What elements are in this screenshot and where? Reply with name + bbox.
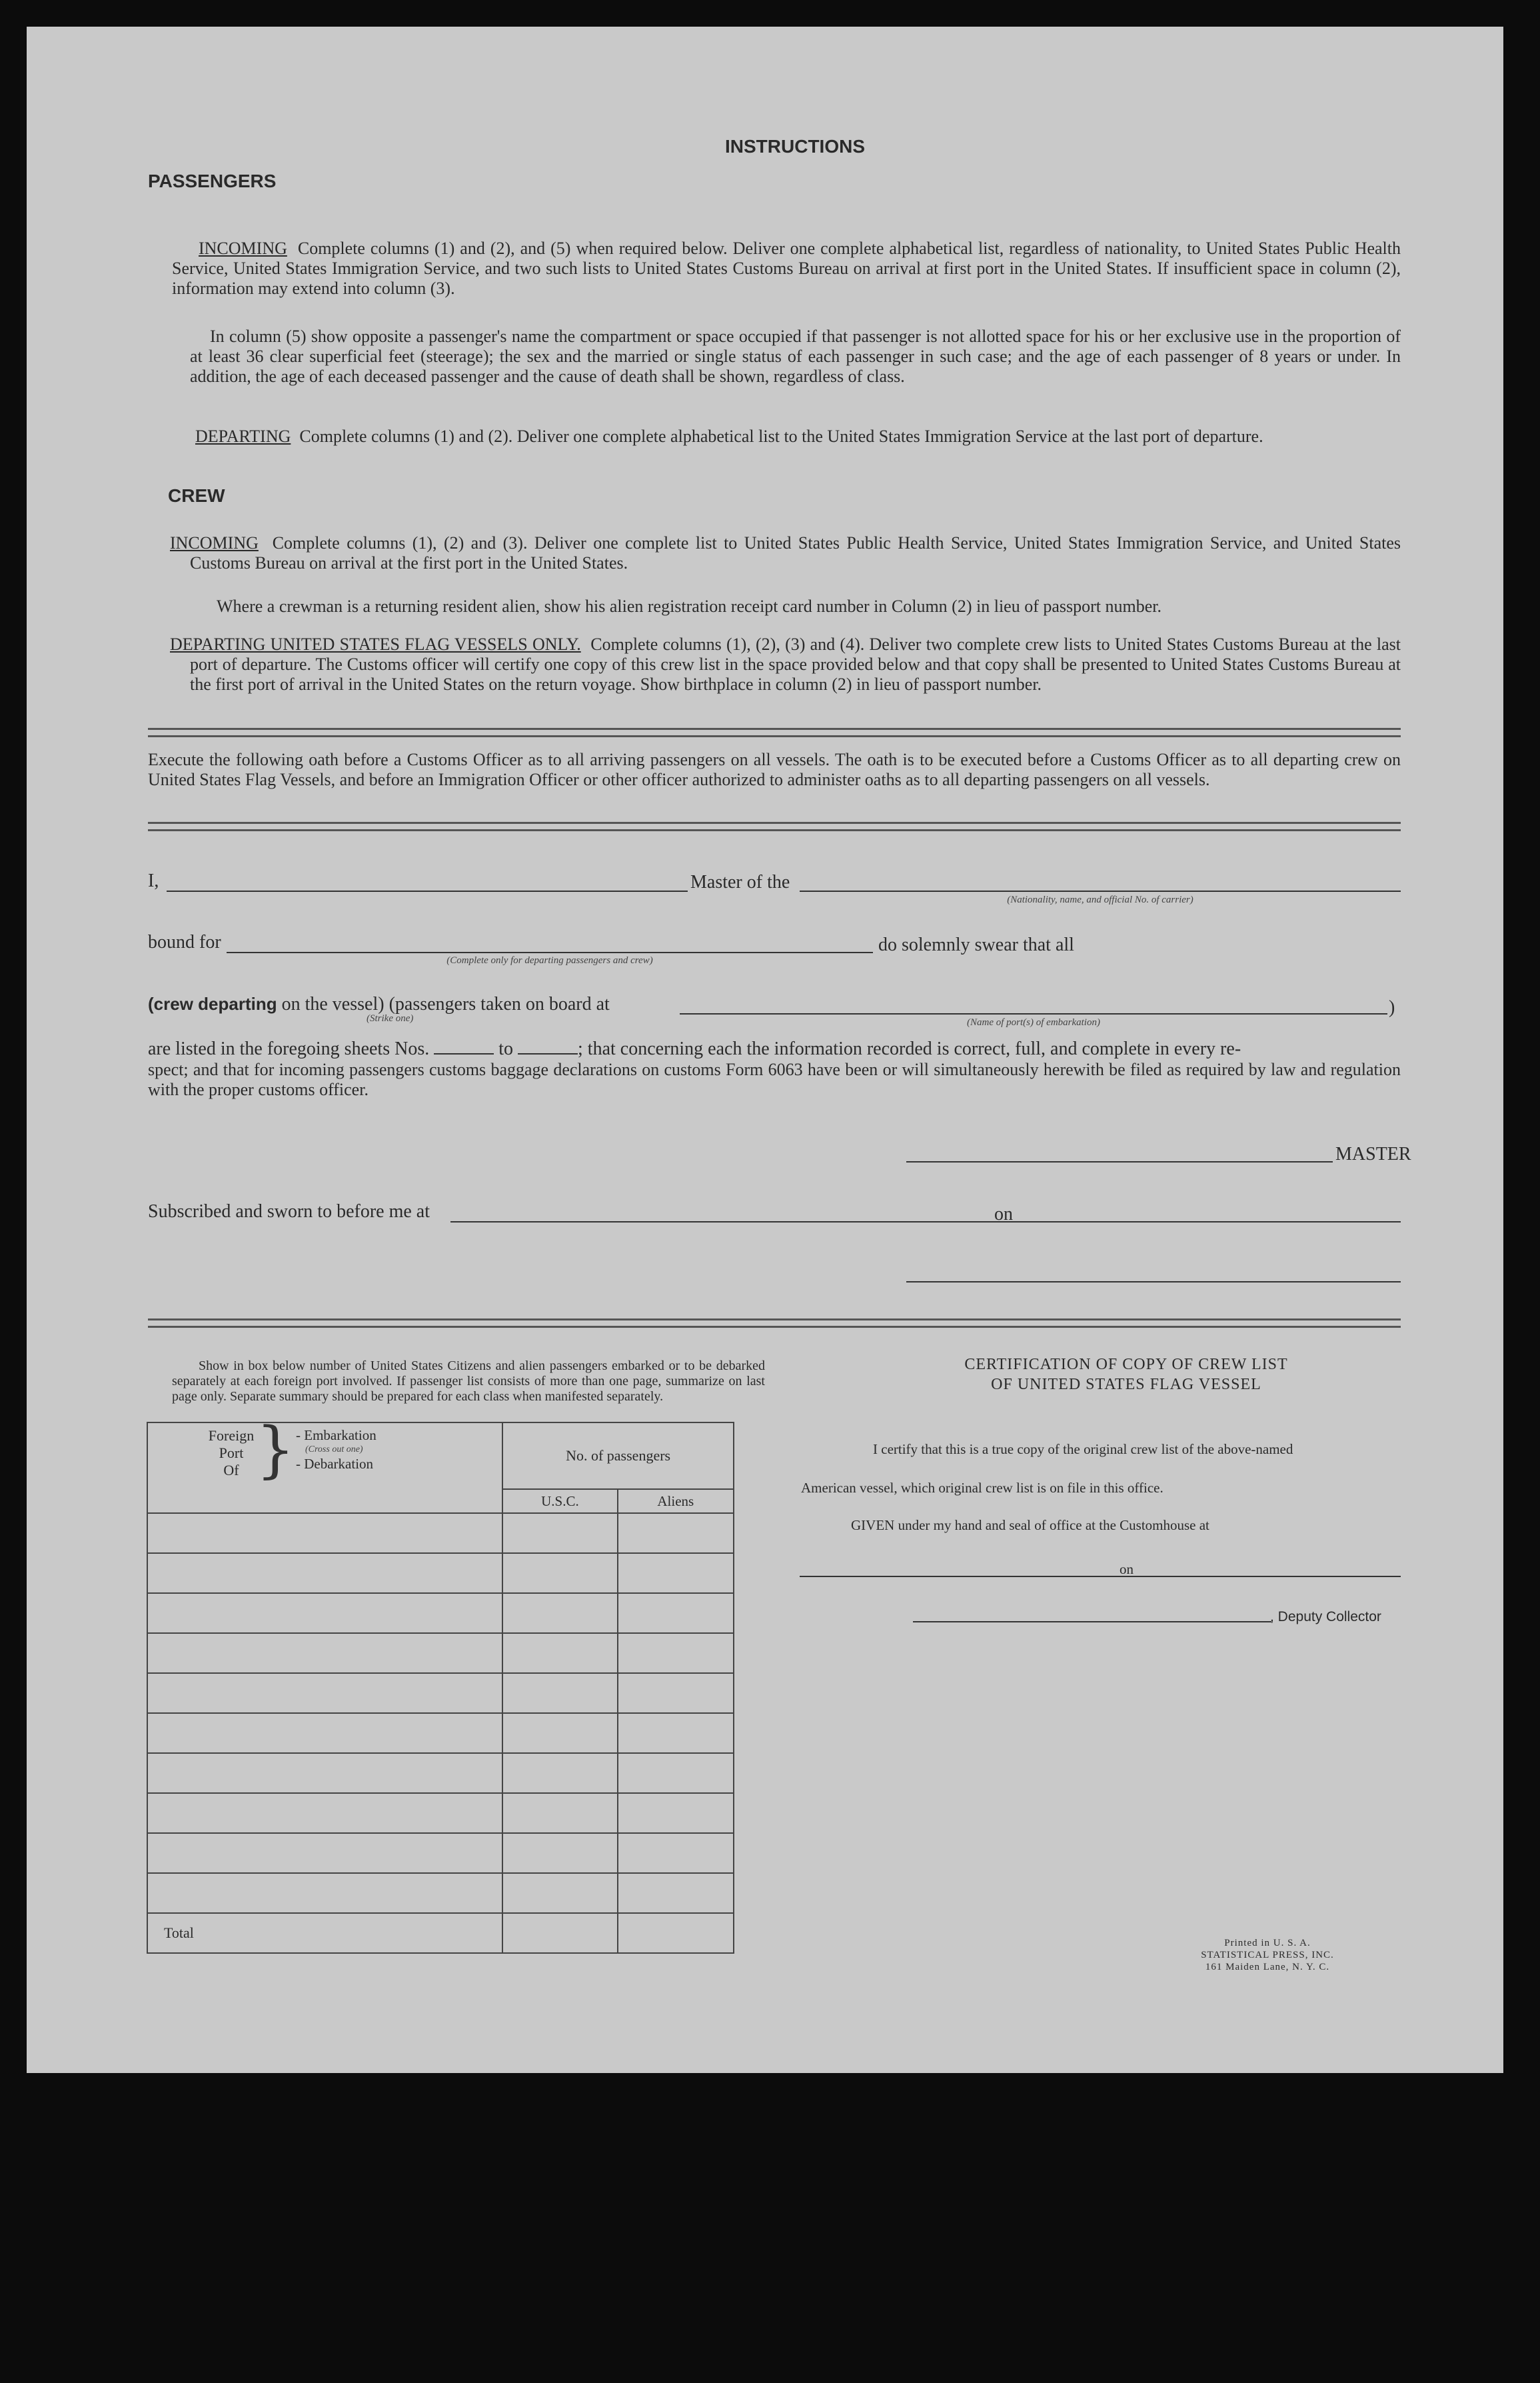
subscribed-label: Subscribed and sworn to before me at [148,1201,430,1222]
passengers-departing [172,427,1401,447]
crew-incoming [170,533,1401,573]
master-signature-line[interactable] [906,1161,1333,1163]
port-cell[interactable] [147,1553,502,1593]
aliens-cell[interactable] [618,1673,734,1713]
summary-row [147,1513,734,1553]
master-of-the-label: Master of the [690,872,790,893]
certification-title [860,1354,1393,1394]
brace-symbol: } [256,1414,295,1485]
sheet-to-field[interactable] [518,1040,578,1055]
port-cell[interactable] [147,1793,502,1833]
customhouse-line[interactable] [800,1576,1141,1577]
form-sheet [27,27,1503,2073]
usc-cell[interactable] [502,1513,617,1553]
carrier-line[interactable] [800,891,1401,892]
summary-row [147,1793,734,1833]
sworn-date-line[interactable] [1017,1221,1401,1222]
aliens-cell[interactable] [618,1873,734,1913]
summary-row [147,1593,734,1633]
departing-text: Complete columns (1) and (2). Deliver one complete alphabetical list to the United States Immigration Service at the last port of departure. [299,427,1263,446]
port-cell[interactable] [147,1833,502,1873]
passengers-option[interactable]: (passengers taken on board at [388,994,610,1015]
given-line: GIVEN under my hand and seal of office at the Customhouse at [851,1517,1209,1533]
crew-departing-option[interactable]: (crew departing [148,994,277,1014]
usc-cell[interactable] [502,1873,617,1913]
aliens-cell[interactable] [618,1553,734,1593]
master-label: MASTER [1335,1144,1411,1165]
passengers-heading: PASSENGERS [148,171,277,191]
instructions-title: INSTRUCTIONS [725,136,865,157]
oath-intro: Execute the following oath before a Customs Officer as to all arriving passengers on all vessels. The oath is to be executed before a Customs Officer as to all departing crew on United States Flag Vessels, and before an Immigration Officer or other officer authorized to administer oaths as to all departing passengers on all vessels. [148,750,1401,789]
port-cell[interactable] [147,1713,502,1753]
total-usc-cell[interactable] [502,1913,617,1953]
master-name-line[interactable] [167,891,688,892]
divider [148,822,1401,831]
crew-incoming-text: Complete columns (1), (2) and (3). Deliver one complete list to United States Public Health Service, United States Immigration Service, and United States Customs Bureau on arrival at the first port in the United States. [190,533,1401,573]
port-header-cell [147,1414,502,1513]
officer-signature-line[interactable] [906,1281,1401,1282]
column5-paragraph: In column (5) show opposite a passenger's name the compartment or space occupied if that passenger is not allotted space for his or her exclusive use in the proportion of at least 36 clear superficial feet (steerage); the sex and the married or single status of each passenger in such case; and the age of each passenger of 8 years or under. In addition, the age of each deceased passenger and the cause of death shall be shown, regardless of class. [190,327,1401,386]
carrier-caption: (Nationality, name, and official No. of carrier) [1007,895,1193,905]
summary-row [147,1753,734,1793]
listed-line-1 [148,1039,1401,1060]
cert-line-1: I certify that this is a true copy of the original crew list of the above-named [873,1441,1293,1457]
sheet-from-field[interactable] [434,1040,494,1055]
summary-note: Show in box below number of United States Citizens and alien passengers embarked or to be debarked separately at each foreign port involved. If passenger list consists of more than one page, summarize on last page only. Separate summary should be prepared for each class when manifested separately. [172,1358,765,1404]
certification-title-1: CERTIFICATION OF COPY OF CREW LIST [964,1356,1288,1373]
summary-row [147,1873,734,1913]
listed-rest-2: spect; and that for incoming passengers customs baggage declarations on customs Form 6063 have been or will simultaneously herewith be filed as required by law and regulation with the proper customs officer. [148,1060,1401,1099]
debarkation-option[interactable]: - Debarkation [296,1456,374,1472]
deputy-collector-label: , Deputy Collector [1270,1609,1381,1624]
swear-text: do solemnly swear that all [878,935,1074,955]
on-label: on [994,1204,1013,1224]
usc-cell[interactable] [502,1833,617,1873]
ports-caption: (Name of port(s) of embarkation) [967,1017,1100,1028]
total-aliens-cell[interactable] [618,1913,734,1953]
crew-passengers-choice [148,993,610,1015]
crew-departing-label: DEPARTING UNITED STATES FLAG VESSELS ONLY. [170,635,581,654]
usc-header: U.S.C. [502,1489,617,1513]
port-cell[interactable] [147,1753,502,1793]
port-cell[interactable] [147,1873,502,1913]
printer-imprint [1167,1937,1367,1973]
aliens-cell[interactable] [618,1753,734,1793]
summary-rows [147,1513,734,1913]
no-passengers-header: No. of passengers [502,1422,734,1489]
port-label: Port [219,1444,244,1461]
ports-line[interactable] [680,1013,1387,1015]
summary-row [147,1633,734,1673]
aliens-cell[interactable] [618,1593,734,1633]
aliens-cell[interactable] [618,1513,734,1553]
strike-caption: (Strike one) [367,1013,414,1024]
summary-row [147,1553,734,1593]
oath-i-label: I, [148,871,159,891]
usc-cell[interactable] [502,1593,617,1633]
foreign-port-of [208,1427,255,1479]
usc-cell[interactable] [502,1713,617,1753]
certification-title-2: OF UNITED STATES FLAG VESSEL [991,1376,1261,1393]
divider [148,1318,1401,1328]
aliens-cell[interactable] [618,1713,734,1753]
incoming-label: INCOMING [199,239,287,258]
of-label: Of [223,1462,239,1478]
bound-caption: (Complete only for departing passengers and crew) [446,955,653,966]
crew-departing-text: Complete columns (1), (2), (3) and (4). Deliver two complete crew lists to United States Customs Bureau at the last port of departure. The Customs officer will certify one copy of this crew list in the space provided below and that copy shall be presented to United States Customs Bureau at the first port of arrival in the United States on the return voyage. Show birthplace in column (2) in lieu of passport number. [190,635,1401,694]
incoming-text: Complete columns (1) and (2), and (5) when required below. Deliver one complete alphabetical list, regardless of nationality, to United States Public Health Service, United States Immigration Service, and two such lists to United States Customs Bureau on arrival at first port in the United States. If insufficient space in column (2), information may extend into column (3). [172,239,1401,298]
close-paren: ) [1389,997,1395,1018]
usc-cell[interactable] [502,1673,617,1713]
port-cell[interactable] [147,1633,502,1673]
cert-on-label: on [1120,1561,1134,1577]
crewman-paragraph: Where a crewman is a returning resident alien, show his alien registration receipt card number in Column (2) in lieu of passport number. [217,597,1162,616]
sworn-place-line[interactable] [450,1221,1017,1222]
cert-date-line[interactable] [1141,1576,1401,1577]
port-cell[interactable] [147,1673,502,1713]
aliens-cell[interactable] [618,1833,734,1873]
crew-heading: CREW [168,485,225,506]
summary-table [147,1414,734,1954]
printer-line-1: Printed in U. S. A. [1224,1938,1311,1948]
summary-row [147,1713,734,1753]
usc-cell[interactable] [502,1553,617,1593]
on-the-vessel: on the vessel) [281,994,385,1015]
aliens-cell[interactable] [618,1633,734,1673]
passengers-incoming [172,239,1401,299]
aliens-header: Aliens [618,1489,734,1513]
usc-cell[interactable] [502,1633,617,1673]
embarkation-option[interactable]: - Embarkation [296,1427,377,1443]
summary-row [147,1673,734,1713]
printer-line-3: 161 Maiden Lane, N. Y. C. [1205,1962,1330,1972]
to-label: to [498,1039,514,1059]
summary-row [147,1833,734,1873]
embark-options [296,1427,377,1472]
departing-label: DEPARTING [195,427,291,446]
listed-prefix: are listed in the foregoing sheets Nos. [148,1039,430,1059]
cert-line-2: American vessel, which original crew list is on file in this office. [801,1480,1163,1496]
bound-for-label: bound for [148,932,221,953]
cross-out-caption: (Cross out one) [305,1444,363,1454]
usc-cell[interactable] [502,1753,617,1793]
total-label: Total [147,1913,502,1953]
aliens-cell[interactable] [618,1793,734,1833]
port-cell[interactable] [147,1593,502,1633]
crew-incoming-label: INCOMING [170,533,259,553]
divider [148,728,1401,737]
printer-line-2: STATISTICAL PRESS, INC. [1201,1950,1334,1960]
usc-cell[interactable] [502,1793,617,1833]
bound-for-line[interactable] [227,952,873,953]
listed-rest-1: ; that concerning each the information recorded is correct, full, and complete in every re- [578,1039,1241,1059]
deputy-signature-line[interactable] [913,1621,1271,1622]
crew-departing [170,635,1401,695]
port-cell[interactable] [147,1513,502,1553]
foreign-label: Foreign [208,1427,255,1444]
